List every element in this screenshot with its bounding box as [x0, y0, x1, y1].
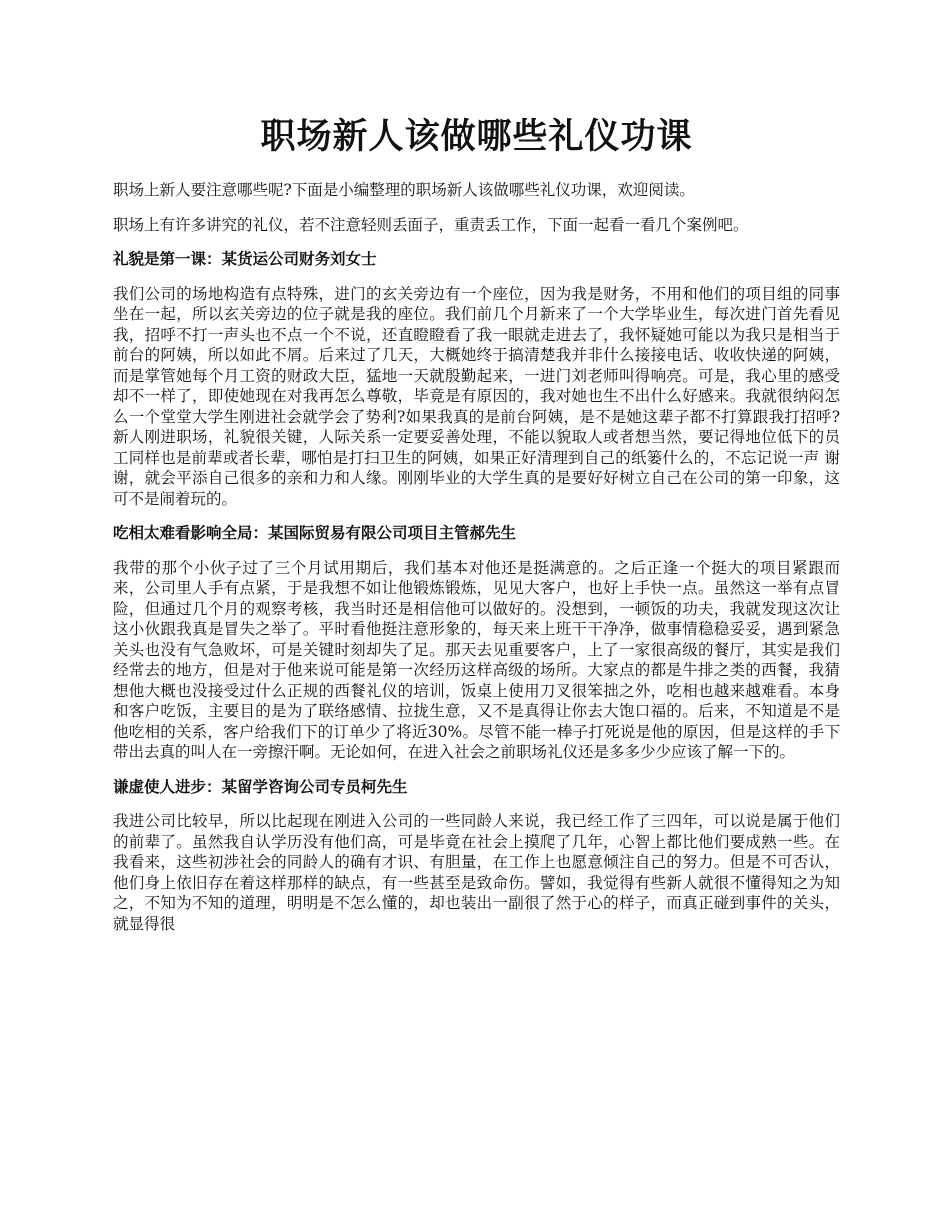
- section-body-modesty: 我进公司比较早，所以比起现在刚进入公司的一些同龄人来说，我已经工作了三四年，可以说是属于他们的前辈了。虽然我自认学历没有他们高，可是毕竟在社会上摸爬了几年，心智上都比他们要成熟一些。在我看来，这些初涉社会的同龄人的确有才识、有胆量，在工作上也愿意倾注自己的努力。但是不可否认，他们身上依旧存在着这样那样的缺点，有一些甚至是致命伤。譬如，我觉得有些新人就很不懂得知之为知之，不知为不知的道理，明明是不怎么懂的，却也装出一副很了然于心的样子，而真正碰到事件的关头，就显得很: [113, 812, 840, 933]
- section-heading-etiquette: 礼貌是第一课：某货运公司财务刘女士: [113, 249, 377, 268]
- document-page: [113, 112, 840, 948]
- section-heading-table-manners: 吃相太难看影响全局：某国际贸易有限公司项目主管郝先生: [113, 523, 517, 542]
- section-body-etiquette: 我们公司的场地构造有点特殊，进门的玄关旁边有一个座位，因为我是财务，不用和他们的项目组的同事坐在一起，所以玄关旁边的位子就是我的座位。我们前几个月新来了一个大学毕业生，每次进门首先看见我，招呼不打一声头也不点一个不说，还直瞪瞪看了我一眼就走进去了，我怀疑她可能以为我只是相当于前台的阿姨，所以如此不屑。后来过了几天，大概她终于搞清楚我并非什么接接电话、收收快递的阿姨，而是掌管她每个月工资的财政大臣，猛地一天就殷勤起来，一进门刘老师叫得响亮。可是，我心里的感受却不一样了，即使她现在对我再怎么尊敬，毕竟是有原因的，我对她也生不出什么好感来。我就很纳闷怎么一个堂堂大学生刚进社会就学会了势利?如果我真的是前台阿姨，是不是她这辈子都不打算跟我打招呼?新人刚进职场，礼貌很关键，人际关系一定要妥善处理，不能以貌取人或者想当然，要记得地位低下的员工同样也是前辈或者长辈，哪怕是打扫卫生的阿姨，如果正好清理到自己的纸篓什么的，不忘记说一声 谢谢，就会平添自己很多的亲和力和人缘。刚刚毕业的大学生真的是要好好树立自己在公司的第一印象，这可不是闹着玩的。: [113, 284, 840, 508]
- section-body-table-manners: 我带的那个小伙子过了三个月试用期后，我们基本对他还是挺满意的。之后正逢一个挺大的项目紧跟而来，公司里人手有点紧，于是我想不如让他锻炼锻炼，见见大客户，也好上手快一点。虽然这一举有点冒险，但通过几个月的观察考核，我当时还是相信他可以做好的。没想到，一顿饭的功夫，我就发现这次让这小伙跟我真是冒失之举了。平时看他挺注意形象的，每天来上班干干净净，做事情稳稳妥妥，遇到紧急关头也没有气急败坏，可是关键时刻却失了足。那天去见重要客户，上了一家很高级的餐厅，其实是我们经常去的地方，但是对于他来说可能是第一次经历这样高级的场所。大家点的都是牛排之类的西餐，我猜想他大概也没接受过什么正规的西餐礼仪的培训，饭桌上使用刀叉很笨拙之外，吃相也越来越难看。本身和客户吃饭，主要目的是为了联络感情、拉拢生意，又不是真得让你去大饱口福的。后来，不知道是不是他吃相的关系，客户给我们下的订单少了将近30%。尽管不能一棒子打死说是他的原因，但是这样的手下带出去真的叫人在一旁擦汗啊。无论如何，在进入社会之前职场礼仪还是多多少少应该了解一下的。: [113, 558, 840, 761]
- document-title: 职场新人该做哪些礼仪功课: [260, 116, 693, 157]
- intro-paragraph: 职场上新人要注意哪些呢?下面是小编整理的职场新人该做哪些礼仪功课，欢迎阅读。: [113, 181, 695, 199]
- section-heading-modesty: 谦虚使人进步：某留学咨询公司专员柯先生: [113, 776, 408, 796]
- lead-paragraph: 职场上有许多讲究的礼仪，若不注意轻则丢面子，重责丢工作，下面一起看一看几个案例吧。: [113, 215, 749, 234]
